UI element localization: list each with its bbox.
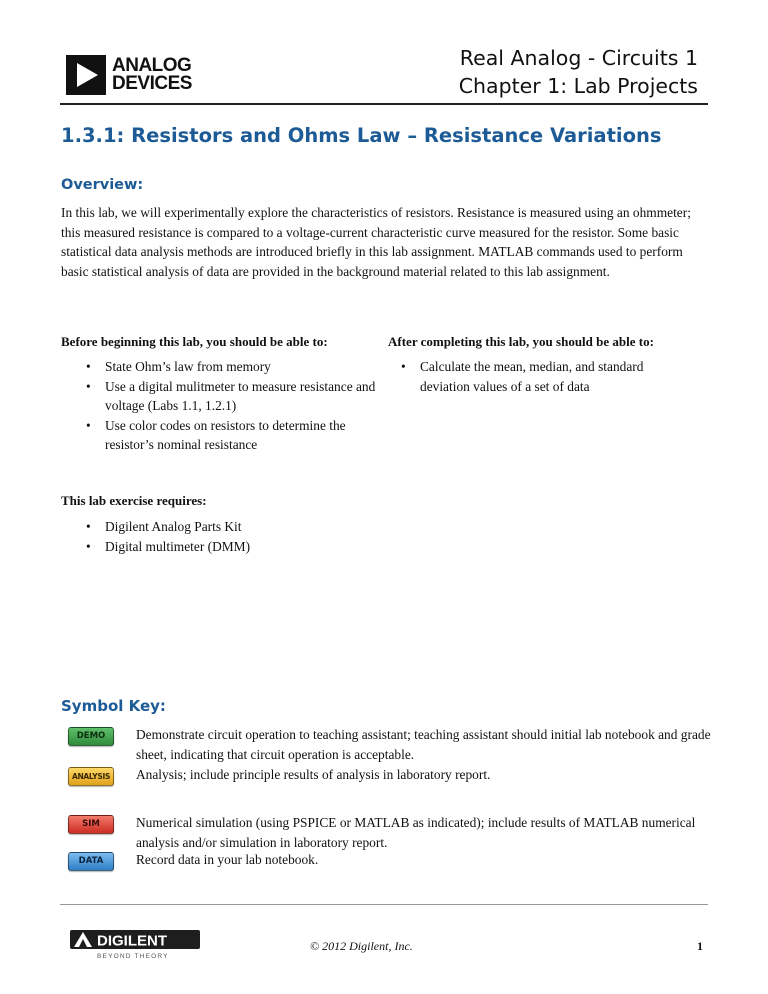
- page-title: 1.3.1: Resistors and Ohms Law – Resistance Variations: [61, 124, 662, 147]
- analog-devices-triangle-icon: [66, 55, 106, 95]
- after-list: [396, 357, 656, 396]
- before-list: [81, 357, 381, 455]
- header-title: [459, 44, 698, 100]
- overview-heading: Overview:: [61, 177, 144, 193]
- symbol-description: Demonstrate circuit operation to teaching assistant; teaching assistant should initial lab notebook and grade sheet, indicating that circuit operation is acceptable.: [136, 727, 711, 762]
- requires-list: [81, 517, 381, 556]
- demo-badge-icon: DEMO: [68, 727, 114, 746]
- list-item: • Digital multimeter (DMM): [81, 537, 381, 557]
- after-heading: After completing this lab, you should be able to:: [388, 334, 654, 349]
- header-title-line1: Real Analog - Circuits 1: [459, 46, 698, 70]
- header-rule: [60, 103, 708, 105]
- symbol-description: Analysis; include principle results of analysis in laboratory report.: [136, 767, 491, 782]
- data-badge-icon: DATA: [68, 852, 114, 871]
- page-number: 1: [697, 939, 703, 953]
- sim-badge-icon: SIM: [68, 815, 114, 834]
- digilent-logo-tagline: BEYOND THEORY: [97, 953, 169, 960]
- analog-devices-logo: [66, 55, 192, 95]
- footer-copyright: © 2012 Digilent, Inc.: [310, 939, 413, 953]
- digilent-logo: [70, 928, 200, 965]
- list-item: • Use a digital mulitmeter to measure resistance and voltage (Labs 1.1, 1.2.1): [81, 377, 381, 416]
- logo-line2: DEVICES: [112, 73, 192, 94]
- analysis-badge-icon: ANALYSIS: [68, 767, 114, 786]
- requires-heading: This lab exercise requires:: [61, 493, 207, 508]
- logo-line1: ANALOG: [112, 55, 192, 76]
- before-heading: Before beginning this lab, you should be able to:: [61, 334, 328, 349]
- list-item: • State Ohm’s law from memory: [81, 357, 381, 377]
- footer-rule: [60, 904, 708, 905]
- overview-text: In this lab, we will experimentally explore the characteristics of resistors. Resistance is measured using an ohmmeter; this measured resistance is compared to a voltage-current characteristic curve measured for the resistor. Some basic statistical data analysis methods are introduced briefly in this lab assignment. MATLAB commands used to perform basic statistical analysis of data are provided in the background material related to this lab assignment.: [61, 205, 691, 279]
- digilent-logo-name: DIGILENT: [97, 932, 167, 950]
- symbol-description: Numerical simulation (using PSPICE or MATLAB as indicated); include results of MATLAB numerical analysis and/or simulation in laboratory report.: [136, 815, 696, 850]
- list-item: • Digilent Analog Parts Kit: [81, 517, 381, 537]
- list-item: • Use color codes on resistors to determine the resistor’s nominal resistance: [81, 416, 381, 455]
- header-title-line2: Chapter 1: Lab Projects: [458, 74, 698, 98]
- symbol-description: Record data in your lab notebook.: [136, 852, 319, 867]
- list-item: • Calculate the mean, median, and standard deviation values of a set of data: [396, 357, 656, 396]
- symbol-key-heading: Symbol Key:: [61, 697, 166, 715]
